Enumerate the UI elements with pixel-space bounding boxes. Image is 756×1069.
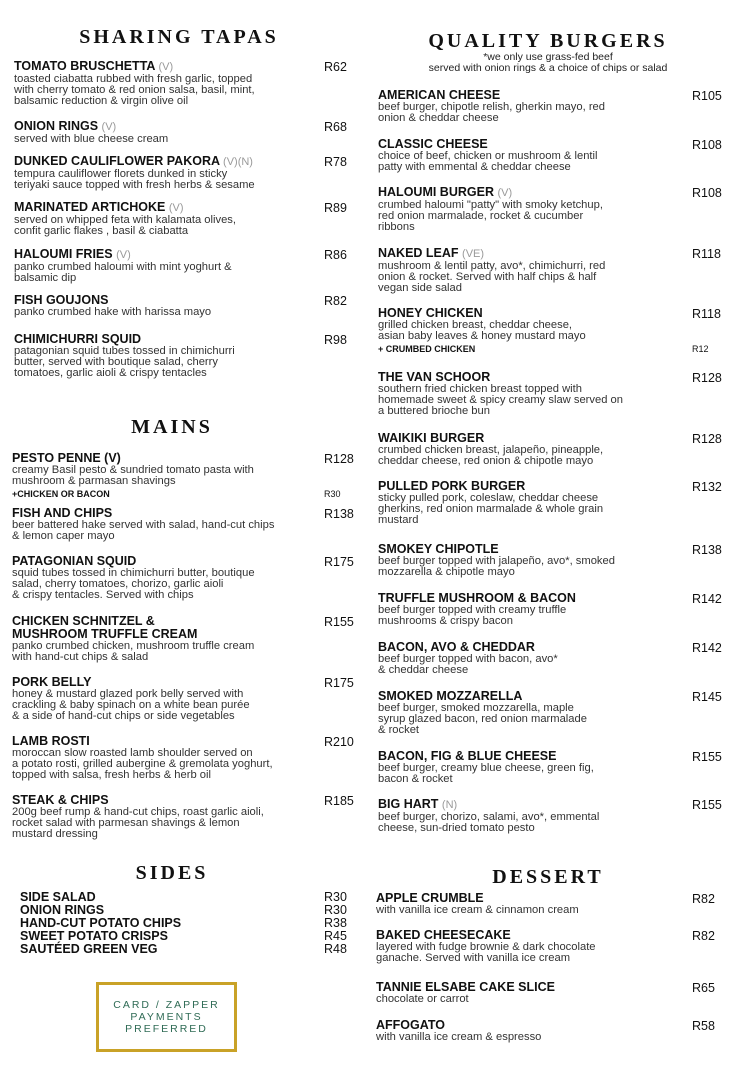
item-name-text: PATAGONIAN SQUID [12, 554, 137, 568]
side-item-name: SWEET POTATO CRISPS [20, 929, 168, 943]
item-description [378, 261, 663, 295]
item-description-line: salad, cherry tomatoes, chorizo, garlic aioli [12, 578, 224, 591]
item-description [378, 320, 663, 342]
payment-notice-text [113, 999, 220, 1035]
tapas-item [14, 60, 294, 108]
side-item-name: SAUTÉED GREEN VEG [20, 942, 158, 956]
item-description [378, 151, 663, 173]
burgers-item [378, 750, 663, 785]
tapas-item [14, 120, 294, 145]
item-description-line: onion & rocket. Served with half chips & half [378, 271, 597, 284]
item-price: R82 [324, 294, 347, 308]
side-item-price: R30 [324, 903, 347, 917]
item-description-line: ribbons [378, 221, 415, 234]
mains-item [12, 676, 302, 723]
sides-list [20, 891, 181, 956]
item-price: R210 [324, 735, 354, 749]
item-description [378, 493, 663, 527]
item-name-text: TANNIE ELSABE CAKE SLICE [376, 980, 555, 994]
dessert-item [376, 929, 676, 964]
item-price: R108 [692, 138, 722, 152]
burgers-note [378, 52, 718, 74]
item-description-line: onion & cheddar cheese [378, 112, 499, 125]
burgers-item [378, 247, 663, 295]
item-name-text: BACON, AVO & CHEDDAR [378, 640, 535, 654]
item-description-line: mushroom & lentil patty, avo*, chimichurri, red [378, 260, 606, 272]
item-description-line: patagonian squid tubes tossed in chimichurri [14, 345, 235, 357]
dietary-tag: (VE) [462, 248, 485, 260]
item-description [14, 74, 294, 108]
item-description-line: mustard dressing [12, 828, 98, 841]
item-description-line: with cherry tomato & red onion salsa, basil, mint, [14, 84, 255, 97]
item-description-line: confit garlic flakes , basil & ciabatta [14, 225, 189, 238]
item-description-line: teriyaki sauce topped with fresh herbs & sesame [14, 179, 255, 192]
item-description [14, 346, 294, 380]
item-description [12, 748, 302, 782]
item-description-line: vegan side salad [378, 282, 462, 295]
item-description-line: rocket salad with parmesan shavings & lemon [12, 817, 240, 830]
item-price: R108 [692, 186, 722, 200]
item-description-line: a potato rosti, grilled aubergine & gremolata yoghurt, [12, 758, 273, 771]
item-description-line: served with blue cheese cream [14, 133, 169, 145]
item-description [12, 807, 302, 841]
item-description-line: & cheddar cheese [378, 664, 469, 677]
item-description-line: with vanilla ice cream & espresso [376, 1031, 542, 1043]
item-description [376, 905, 676, 916]
item-name [378, 247, 663, 261]
item-description [12, 465, 302, 487]
item-description [378, 445, 663, 467]
side-item-price: R30 [324, 890, 347, 904]
item-description-line: moroccan slow roasted lamb shoulder served on [12, 747, 253, 759]
item-price: R86 [324, 248, 347, 262]
item-description [14, 262, 294, 284]
item-description-line: chocolate or carrot [376, 993, 469, 1005]
item-price: R175 [324, 555, 354, 569]
item-name [378, 798, 663, 812]
item-name-text: CHICKEN SCHNITZEL & [12, 614, 155, 628]
item-addon: + CRUMBED CHICKEN [378, 344, 476, 355]
item-price: R142 [692, 592, 722, 606]
item-name [378, 186, 663, 200]
tapas-item [14, 248, 294, 284]
item-name-text: BACON, FIG & BLUE CHEESE [378, 749, 557, 763]
item-description [378, 654, 663, 676]
dessert-item [376, 1019, 676, 1043]
item-description-line: cheddar cheese, red onion & chipotle mayo [378, 455, 594, 468]
item-name-text: FISH AND CHIPS [12, 506, 113, 520]
section-title-mains: MAINS [131, 416, 213, 438]
item-description [376, 942, 676, 964]
item-description-line: gherkins, red onion marmalade & whole grain [378, 503, 604, 516]
item-name-text: SMOKED MOZZARELLA [378, 689, 523, 703]
item-description [378, 812, 663, 834]
burgers-note-line: *we only use grass-fed beef [483, 51, 613, 63]
item-description-line: served on whipped feta with kalamata olives, [14, 214, 237, 226]
item-price: R89 [324, 201, 347, 215]
item-description-line: & rocket [378, 724, 420, 737]
item-price: R185 [324, 794, 354, 808]
payment-notice-box [96, 982, 237, 1052]
item-name-text: NAKED LEAF [378, 246, 459, 260]
item-description-line: honey & mustard glazed pork belly served with [12, 688, 244, 700]
item-price: R155 [692, 798, 722, 812]
item-name-text: STEAK & CHIPS [12, 793, 109, 807]
item-description-line: crumbed chicken breast, jalapeño, pineapple, [378, 444, 604, 456]
dessert-item [376, 981, 676, 1005]
item-price: R145 [692, 690, 722, 704]
item-description [378, 556, 663, 578]
item-description-line: beef burger, chipotle relish, gherkin mayo, red [378, 101, 605, 113]
item-description-line: toasted ciabatta rubbed with fresh garlic, topped [14, 73, 253, 85]
mains-item [12, 555, 302, 602]
item-description-line: panko crumbed hake with harissa mayo [14, 306, 212, 318]
item-description-line: & a side of hand-cut chips or side vegetables [12, 710, 235, 723]
item-description [12, 568, 302, 602]
item-description-line: mushrooms & crispy bacon [378, 615, 513, 628]
item-description [12, 641, 302, 663]
item-name-text: MUSHROOM TRUFFLE CREAM [12, 627, 198, 641]
burgers-item [378, 186, 663, 234]
item-description-line: with hand-cut chips & salad [12, 651, 149, 664]
tapas-item [14, 155, 294, 191]
item-price: R65 [692, 981, 715, 995]
item-description-line: butter, served with boutique salad, cherry [14, 356, 218, 369]
item-name-text: PULLED PORK BURGER [378, 479, 526, 493]
item-description-line: & lemon caper mayo [12, 530, 115, 543]
item-description-line: mushroom & parmasan shavings [12, 475, 176, 488]
dietary-tag: (N) [441, 799, 458, 811]
item-price: R78 [324, 155, 347, 169]
mains-item [12, 735, 302, 782]
dietary-tag: (V)(N) [223, 156, 253, 168]
sides-prices [324, 891, 347, 956]
item-name-text: BAKED CHEESECAKE [376, 928, 511, 942]
item-description-line: homemade sweet & spicy creamy slaw served on [378, 394, 623, 407]
item-name [14, 60, 294, 74]
item-description-line: mozzarella & chipotle mayo [378, 566, 515, 579]
side-item-price: R38 [324, 916, 347, 930]
item-description-line: cheese, sun-dried tomato pesto [378, 822, 535, 835]
item-description-line: crackling & baby spinach on a white bean purée [12, 699, 250, 712]
burgers-note-line: served with onion rings & a choice of chips or salad [428, 62, 668, 74]
item-description-line: layered with fudge brownie & dark chocolate [376, 941, 596, 953]
item-name-text: FISH GOUJONS [14, 293, 109, 307]
payment-notice-line: CARD / ZAPPER [113, 999, 220, 1011]
item-price: R105 [692, 89, 722, 103]
item-name-text: HALOUMI FRIES [14, 247, 113, 261]
item-description-line: tempura cauliflower florets dunked in sticky [14, 168, 228, 180]
item-description-line: beef burger, creamy blue cheese, green fig, [378, 762, 594, 774]
item-name-text: THE VAN SCHOOR [378, 370, 491, 384]
dietary-tag: (V) [101, 121, 117, 133]
item-price: R142 [692, 641, 722, 655]
item-description-line: balsamic dip [14, 272, 77, 285]
item-price: R68 [324, 120, 347, 134]
item-name [14, 155, 294, 169]
mains-item [12, 452, 302, 487]
item-description-line: topped with salsa, fresh herbs & herb oil [12, 769, 211, 782]
burgers-item [378, 138, 663, 173]
side-item-price: R45 [324, 929, 347, 943]
burgers-item [378, 543, 663, 578]
item-description [378, 384, 663, 418]
side-item-name: HAND-CUT POTATO CHIPS [20, 916, 182, 930]
item-description-line: beer battered hake served with salad, hand-cut chips [12, 519, 275, 531]
item-name [14, 120, 294, 134]
item-description-line: crumbed haloumi "patty" with smoky ketchup, [378, 199, 603, 211]
item-description-line: & crispy tentacles. Served with chips [12, 589, 194, 602]
burgers-item [378, 432, 663, 467]
item-description [378, 200, 663, 234]
item-name-text: HALOUMI BURGER [378, 185, 494, 199]
item-name-text: TRUFFLE MUSHROOM & BACON [378, 591, 576, 605]
payment-notice-line: PAYMENTS [130, 1011, 203, 1023]
item-description-line: panko crumbed haloumi with mint yoghurt & [14, 261, 232, 273]
section-title-quality-burgers: QUALITY BURGERS [428, 30, 668, 52]
dietary-tag: (V) [116, 249, 131, 261]
item-price: R155 [324, 615, 354, 629]
tapas-item [14, 294, 294, 318]
item-name-text: ONION RINGS [14, 119, 99, 133]
mains-item [12, 615, 302, 663]
item-name-text: MARINATED ARTICHOKE [14, 200, 166, 214]
item-price: R138 [692, 543, 722, 557]
item-name [14, 248, 294, 262]
item-price: R155 [692, 750, 722, 764]
item-description-line: a buttered brioche bun [378, 405, 490, 418]
side-item-name: SIDE SALAD [20, 890, 96, 904]
item-description-line: ganache. Served with vanilla ice cream [376, 952, 571, 965]
item-description [14, 134, 294, 145]
section-title-sides: SIDES [135, 862, 209, 884]
item-addon-price: R30 [324, 489, 341, 500]
dietary-tag: (V) [497, 187, 513, 199]
dessert-item [376, 892, 676, 916]
item-name-text: PESTO PENNE (V) [12, 451, 121, 465]
burgers-item [378, 690, 663, 737]
item-price: R98 [324, 333, 347, 347]
item-description-line: panko crumbed chicken, mushroom truffle cream [12, 640, 255, 652]
item-description-line: tomatoes, garlic aioli & crispy tentacles [14, 367, 207, 380]
item-description-line: red onion marmalade, rocket & cucumber [378, 210, 584, 223]
item-description-line: beef burger, chorizo, salami, avo*, emmental [378, 811, 600, 823]
item-name-text: AFFOGATO [376, 1018, 445, 1032]
item-name-text: DUNKED CAULIFLOWER PAKORA [14, 154, 220, 168]
item-price: R82 [692, 929, 715, 943]
item-price: R132 [692, 480, 722, 494]
dietary-tag: (V) [168, 202, 184, 214]
item-description-line: beef burger topped with jalapeño, avo*, smoked [378, 555, 615, 567]
item-description-line: grilled chicken breast, cheddar cheese, [378, 319, 573, 331]
item-price: R138 [324, 507, 354, 521]
item-description-line: sticky pulled pork, coleslaw, cheddar cheese [378, 492, 599, 504]
item-price: R175 [324, 676, 354, 690]
dietary-tag: (V) [158, 61, 174, 73]
item-description [14, 169, 294, 191]
item-price: R128 [692, 371, 722, 385]
item-price: R62 [324, 60, 347, 74]
burgers-item [378, 480, 663, 527]
item-description-line: beef burger topped with bacon, avo* [378, 653, 558, 665]
item-price: R58 [692, 1019, 715, 1033]
item-description [378, 102, 663, 124]
item-name-text: APPLE CRUMBLE [376, 891, 484, 905]
item-description [378, 703, 663, 737]
item-addon-price: R12 [692, 344, 709, 355]
item-description [376, 994, 676, 1005]
item-description-line: squid tubes tossed in chimichurri butter, boutique [12, 567, 255, 579]
item-description [14, 307, 294, 318]
mains-item [12, 507, 302, 542]
section-title-dessert: DESSERT [492, 866, 604, 888]
item-description [14, 215, 294, 237]
tapas-item [14, 333, 294, 380]
item-description [376, 1032, 676, 1043]
item-name-text: TOMATO BRUSCHETTA [14, 59, 155, 73]
item-price: R82 [692, 892, 715, 906]
item-description-line: beef burger, smoked mozzarella, maple [378, 702, 574, 714]
item-description-line: syrup glazed bacon, red onion marmalade [378, 713, 587, 726]
item-description-line: asian baby leaves & honey mustard mayo [378, 330, 586, 343]
burgers-item [378, 307, 663, 342]
item-description-line: creamy Basil pesto & sundried tomato pasta with [12, 464, 254, 476]
side-item-name: ONION RINGS [20, 903, 105, 917]
item-price: R118 [692, 307, 721, 321]
item-description-line: choice of beef, chicken or mushroom & lentil [378, 150, 598, 162]
item-price: R118 [692, 247, 721, 261]
item-name-text: CLASSIC CHEESE [378, 137, 488, 151]
item-description-line: bacon & rocket [378, 773, 453, 786]
item-description-line: southern fried chicken breast topped with [378, 383, 582, 395]
item-description-line: balsamic reduction & virgin olive oil [14, 95, 189, 108]
item-addon: +CHICKEN OR BACON [12, 489, 110, 500]
item-description-line: beef burger topped with creamy truffle [378, 604, 567, 616]
burgers-item [378, 592, 663, 627]
burgers-item [378, 641, 663, 676]
item-description [378, 763, 663, 785]
item-name-text: PORK BELLY [12, 675, 92, 689]
item-description-line: 200g beef rump & hand-cut chips, roast garlic aioli, [12, 806, 264, 818]
item-description [12, 689, 302, 723]
item-description [12, 520, 302, 542]
mains-item [12, 794, 302, 841]
burgers-item [378, 89, 663, 124]
item-name-text: AMERICAN CHEESE [378, 88, 501, 102]
item-description-line: mustard [378, 514, 419, 527]
item-name-text: LAMB ROSTI [12, 734, 90, 748]
tapas-item [14, 201, 294, 237]
item-description-line: patty with emmental & cheddar cheese [378, 161, 571, 174]
side-item-price: R48 [324, 942, 347, 956]
item-price: R128 [692, 432, 722, 446]
payment-notice-line: PREFERRED [125, 1023, 208, 1035]
item-price: R128 [324, 452, 354, 466]
item-name-text: SMOKEY CHIPOTLE [378, 542, 499, 556]
item-description [378, 605, 663, 627]
item-name-text: HONEY CHICKEN [378, 306, 483, 320]
section-title-sharing-tapas: SHARING TAPAS [79, 26, 279, 48]
burgers-item [378, 371, 663, 418]
item-name [14, 201, 294, 215]
burgers-item [378, 798, 663, 834]
item-name-text: BIG HART [378, 797, 439, 811]
item-name-text: CHIMICHURRI SQUID [14, 332, 142, 346]
item-name-text: WAIKIKI BURGER [378, 431, 485, 445]
item-description-line: with vanilla ice cream & cinnamon cream [376, 904, 579, 916]
